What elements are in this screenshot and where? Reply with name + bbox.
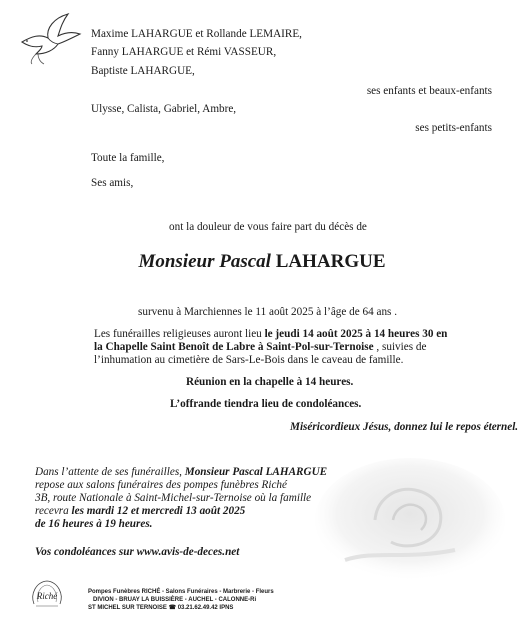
viewing-line-4 <box>35 504 245 518</box>
viewing-name: Monsieur Pascal LAHARGUE <box>184 466 328 478</box>
death-notice: survenu à Marchiennes le 11 août 2025 à l’âge de 64 ans . <box>138 306 397 318</box>
viewing-line-2: repose aux salons funéraires des pompes funèbres Riché <box>35 479 287 491</box>
prayer: Miséricordieux Jésus, donnez lui le repos éternel. <box>290 421 519 433</box>
announcement: ont la douleur de vous faire part du décès de <box>169 221 367 233</box>
family-line-2: Fanny LAHARGUE et Rémi VASSEUR, <box>91 46 277 58</box>
reunion: Réunion en la chapelle à 14 heures. <box>186 376 354 388</box>
viewing-line-5: de 16 heures à 19 heures. <box>35 518 153 530</box>
funeral-place: la Chapelle Saint Benoît de Labre à Saint-Pol-sur-Ternoise <box>94 341 374 353</box>
grandchildren-names: Ulysse, Calista, Gabriel, Ambre, <box>91 103 237 115</box>
funeral-date: le jeudi 14 août 2025 à 14 heures 30 en <box>264 328 448 340</box>
funeral-line-3: l’inhumation au cimetière de Sars-Le-Bois dans le caveau de famille. <box>94 354 404 366</box>
deceased-title: Monsieur Pascal <box>138 251 276 272</box>
viewing-line-3: 3B, route Nationale à Saint-Michel-sur-Ternoise où la famille <box>35 492 312 504</box>
footer-line-3: ST MICHEL SUR TERNOISE ☎ 03.21.62.49.42 IPNS <box>88 605 234 611</box>
viewing-dates: les mardi 12 et mercredi 13 août 2025 <box>71 505 246 517</box>
viewing-text-b: recevra <box>35 505 72 517</box>
riche-logo <box>28 578 66 614</box>
deceased-name <box>0 250 524 274</box>
footer-line-2: DIVION - BRUAY LA BUISSIÈRE - AUCHEL - CALONNE-Ri <box>93 597 257 603</box>
relation-children: ses enfants et beaux-enfants <box>366 85 492 97</box>
dove-icon <box>18 12 82 66</box>
logo-text: Riché <box>36 591 58 601</box>
deceased-surname: LAHARGUE <box>275 251 386 272</box>
footer-line-1: Pompes Funèbres RICHÉ - Salons Funéraires - Marbrerie - Fleurs <box>88 589 274 595</box>
funeral-text-b: , suivies de <box>373 341 427 353</box>
relation-grandchildren: ses petits-enfants <box>415 122 492 134</box>
offering: L’offrande tiendra lieu de condoléances. <box>170 398 362 410</box>
family-line-3: Baptiste LAHARGUE, <box>91 65 195 77</box>
funeral-text-a: Les funérailles religieuses auront lieu <box>94 328 265 340</box>
family-line-1: Maxime LAHARGUE et Rollande LEMAIRE, <box>91 28 302 40</box>
friends: Ses amis, <box>91 177 134 189</box>
condolences-link[interactable]: Vos condoléances sur www.avis-de-deces.net <box>35 546 240 558</box>
viewing-text-a: Dans l’attente de ses funérailles, <box>35 466 185 478</box>
funeral-line-1 <box>94 327 447 341</box>
funeral-line-2 <box>94 340 426 354</box>
rose-icon <box>305 450 515 600</box>
viewing-line-1 <box>35 465 327 479</box>
family-all: Toute la famille, <box>91 152 165 164</box>
